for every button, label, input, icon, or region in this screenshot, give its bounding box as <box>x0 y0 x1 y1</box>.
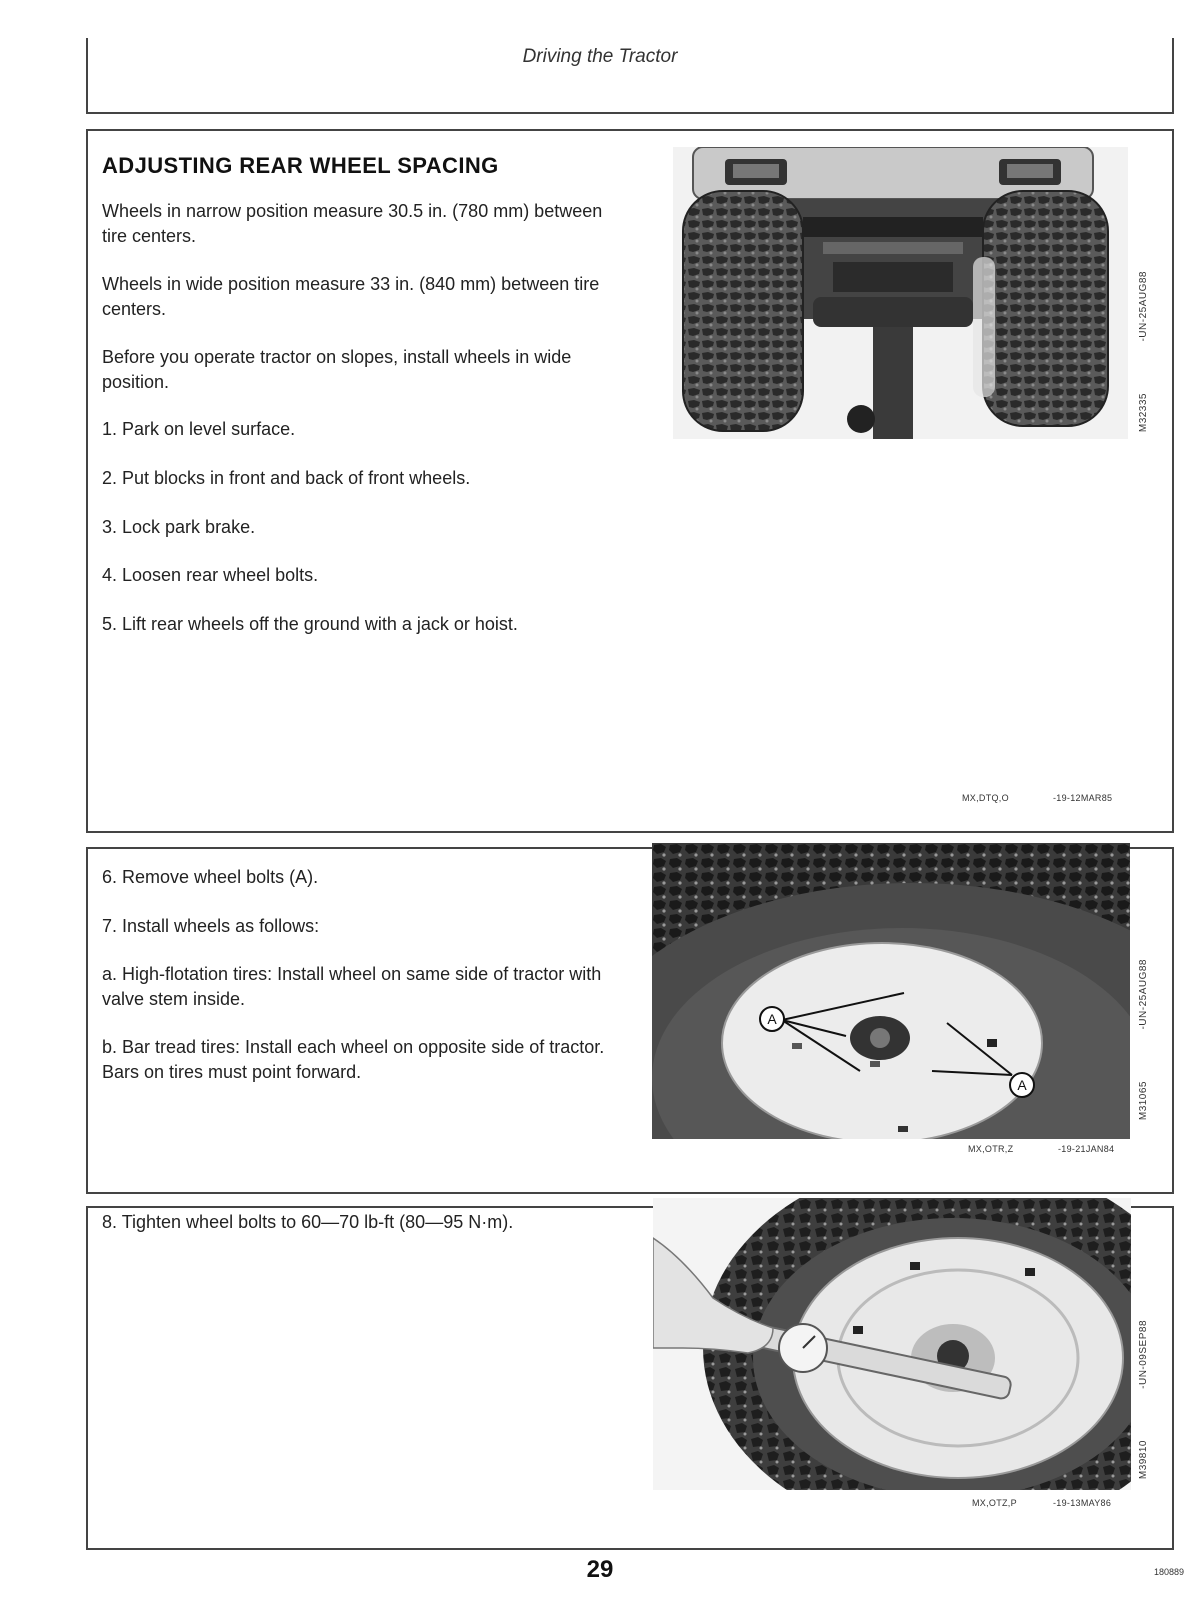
wheel-bolts-figure <box>652 843 1130 1139</box>
callout-a-right: A <box>1017 1077 1027 1093</box>
step-1: 1. Park on level surface. <box>102 419 296 439</box>
running-head: Driving the Tractor <box>522 46 678 67</box>
reference-date: -19-21JAN84 <box>1058 1144 1115 1154</box>
figure-code-b: M39810 <box>1138 1440 1149 1480</box>
figure-code-a: -UN-25AUG88 <box>1138 959 1149 1030</box>
tractor-rear-wheels-figure <box>673 147 1128 439</box>
reference-code: MX,OTR,Z <box>968 1144 1014 1154</box>
step-4: 4. Loosen rear wheel bolts. <box>102 565 319 585</box>
print-code: 180889 <box>1153 1567 1184 1577</box>
step-8: 8. Tighten wheel bolts to 60—70 lb-ft (80—95 N·m). <box>102 1212 514 1232</box>
section-remove-install-wheels <box>86 847 1174 1194</box>
torque-wrench-figure <box>653 1198 1131 1490</box>
paragraph-narrow-position: Wheels in narrow position measure 30.5 in. (780 mm) between tire centers. <box>102 201 603 246</box>
reference-date: -19-13MAY86 <box>1053 1498 1112 1508</box>
reference-date: -19-12MAR85 <box>1053 793 1113 803</box>
step-7a: a. High-flotation tires: Install wheel on same side of tractor with valve stem inside. <box>102 964 602 1009</box>
figure-code-b: M31065 <box>1138 1081 1149 1121</box>
figure-code-b: M32335 <box>1138 393 1149 433</box>
paragraph-slopes-warning: Before you operate tractor on slopes, install wheels in wide position. <box>102 347 572 392</box>
figure-code-a: -UN-25AUG88 <box>1138 271 1149 342</box>
step-2: 2. Put blocks in front and back of front wheels. <box>102 468 471 488</box>
section-adjusting-rear-wheel-spacing <box>86 129 1174 833</box>
paragraph-wide-position: Wheels in wide position measure 33 in. (840 mm) between tire centers. <box>102 274 600 319</box>
section-tighten-wheel-bolts <box>86 1206 1174 1550</box>
section-title: ADJUSTING REAR WHEEL SPACING <box>102 153 499 178</box>
callout-a-left: A <box>767 1011 777 1027</box>
step-5: 5. Lift rear wheels off the ground with a jack or hoist. <box>102 614 518 634</box>
step-3: 3. Lock park brake. <box>102 517 256 537</box>
reference-code: MX,OTZ,P <box>972 1498 1017 1508</box>
step-7b: b. Bar tread tires: Install each wheel on opposite side of tractor. Bars on tires must point forward. <box>102 1037 605 1082</box>
page-number: 29 <box>586 1556 614 1583</box>
step-6: 6. Remove wheel bolts (A). <box>102 867 319 887</box>
figure-code-a: -UN-09SEP88 <box>1138 1320 1149 1389</box>
reference-code: MX,DTQ,O <box>962 793 1009 803</box>
step-7: 7. Install wheels as follows: <box>102 916 320 936</box>
